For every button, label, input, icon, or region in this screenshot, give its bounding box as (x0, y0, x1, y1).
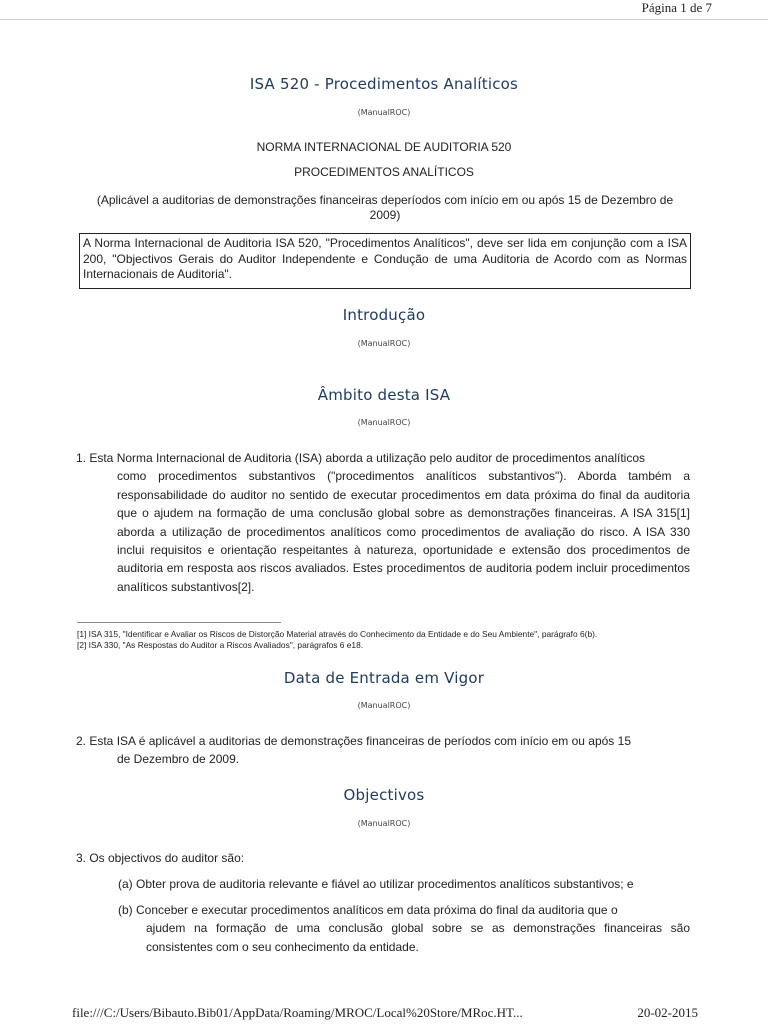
footnote-2: [2] ISA 330, "As Respostas do Auditor a Riscos Avaliados", parágrafos 6 e18. (77, 640, 364, 650)
section-heading-scope: Âmbito desta ISA (317, 386, 451, 404)
footnote-1: [1] ISA 315, "Identificar e Avaliar os Riscos de Distorção Material através do Conhecimento da Entidade e do Seu Ambiente", parágrafo 6(b). (77, 629, 598, 639)
objective-a-text: (a) Obter prova de auditoria relevante e fiável ao utilizar procedimentos analíticos substantivos; e (118, 877, 634, 891)
section-source-effective: (ManualROC) (357, 701, 411, 710)
section-heading-intro: Introdução (342, 306, 426, 324)
section-heading-effective: Data de Entrada em Vigor (283, 669, 485, 687)
footer-file-path: file:///C:/Users/Bibauto.Bib01/AppData/Roaming/MROC/Local%20Store/MRoc.HT... (72, 1005, 523, 1020)
norm-subtitle: PROCEDIMENTOS ANALÍTICOS (294, 165, 474, 179)
objective-b-first-line: (b) Conceber e executar procedimentos analíticos em data próxima do final da auditoria que o (118, 903, 618, 917)
objective-b-body: ajudem na formação de uma conclusão global sobre se as demonstrações financeiras são consistentes com o seu conhecimento da entidade. (146, 921, 690, 954)
source-tag: (ManualROC) (357, 108, 411, 117)
header-divider (0, 19, 768, 20)
paragraph-1-first-line: 1. Esta Norma Internacional de Auditoria (ISA) aborda a utilização pelo auditor de procedimentos analíticos (76, 451, 645, 465)
applicability-note: (Aplicável a auditorias de demonstrações financeiras deperíodos com início em ou após 15 de Dezembro de 2009) (96, 193, 674, 222)
boxed-note: A Norma Internacional de Auditoria ISA 520, "Procedimentos Analíticos", deve ser lida em conjunção com a ISA 200, "Objectivos Gerais do Auditor Independente e Condução de uma Auditoria de Acordo com as Normas Internacionais de Auditoria". (79, 233, 691, 289)
page-number: Página 1 de 7 (641, 0, 712, 15)
document-title: ISA 520 - Procedimentos Analíticos (249, 75, 519, 93)
section-heading-objectives: Objectivos (343, 786, 425, 804)
section-source-scope: (ManualROC) (357, 418, 411, 427)
paragraph-2-body: de Dezembro de 2009. (117, 752, 240, 767)
paragraph-2 (76, 732, 690, 769)
footnote-divider (77, 622, 281, 623)
section-source-objectives: (ManualROC) (357, 819, 411, 828)
paragraph-3-first-line: 3. Os objectivos do auditor são: (76, 851, 245, 865)
paragraph-1 (76, 449, 690, 596)
paragraph-3 (76, 849, 690, 867)
objective-a (118, 875, 690, 893)
footer-date: 20-02-2015 (637, 1005, 698, 1020)
paragraph-2-first-line: 2. Esta ISA é aplicável a auditorias de demonstrações financeiras de períodos com início em ou após 15 (76, 734, 631, 748)
paragraph-1-body: como procedimentos substantivos ("procedimentos analíticos substantivos"). Aborda também a responsabilidade do auditor no sentido de executar procedimentos em data próxima do final da auditoria que o ajudem na formação de uma conclusão global sobre as demonstrações financeiras. A ISA 315[1] aborda a utilização de procedimentos analíticos como procedimentos de avaliação do risco. A ISA 330 inclui requisitos e orientação respeitantes à natureza, oportunidade e extensão dos procedimentos de auditoria em resposta aos riscos avaliados. Estes procedimentos de auditoria podem incluir procedimentos analíticos substantivos[2]. (117, 469, 690, 594)
section-source-intro: (ManualROC) (357, 339, 411, 348)
objective-b (118, 901, 690, 956)
norm-line: NORMA INTERNACIONAL DE AUDITORIA 520 (256, 140, 512, 154)
